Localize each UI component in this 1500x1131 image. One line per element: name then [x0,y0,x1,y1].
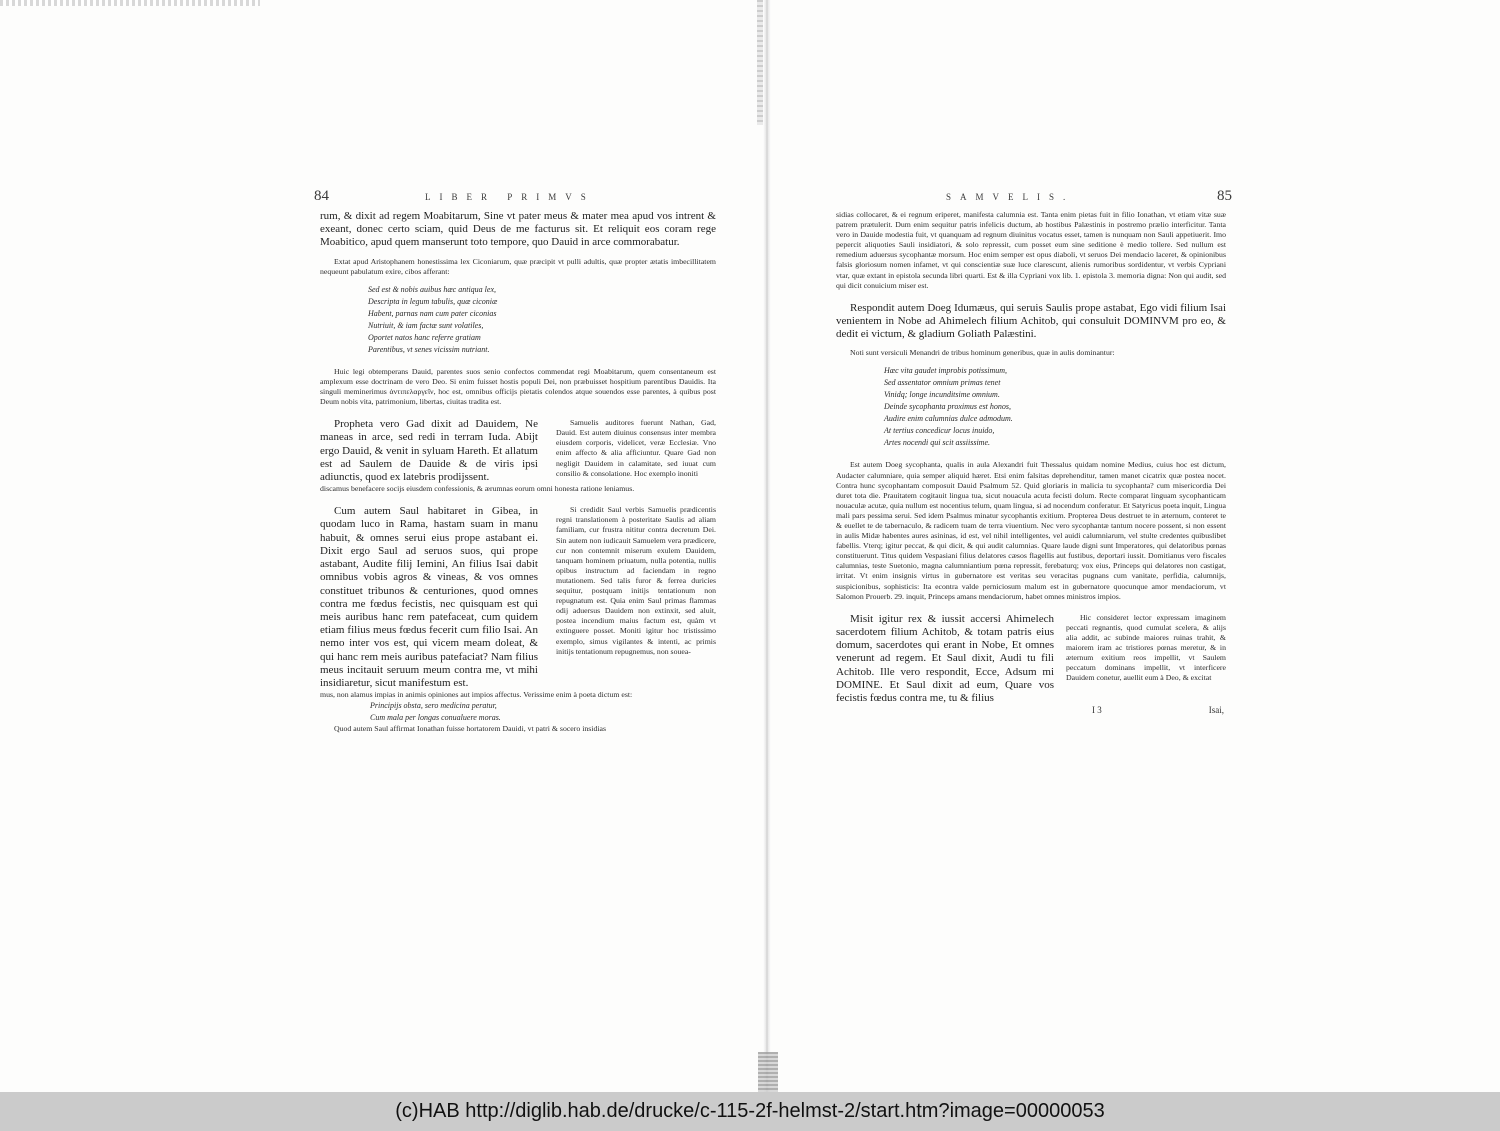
verse-line: At tertius concedicur locus inuido, [884,426,995,436]
commentary-continuation: mus, non alamus impias in animis opiniones aut impios affectus. Verissime enim à poeta dictum est: [320,690,633,700]
commentary-paragraph: Huic legi obtemperans Dauid, parentes suos senio confectos commendat regi Moabitarum, quem consentaneum est amplexum esse doctrinam de vero Deo. Si enim fuisset hostis populi Dei, non præbuisset hospitium parentibus Dauidis. Ita singuli meminerimus ἀντιπελαργεῖν, hoc est, omnibus officijs pietatis colendos atque souendos esse parentes, à quibus post Deum nobis vita, patrimonium, libertas, ciuitas tradita est. [320,366,716,407]
page-header [836,188,1232,210]
signature-mark: I 3 [1092,705,1102,716]
running-head: SAMVELIS. [946,192,1075,202]
verse-line: Habent, parnas nam cum pater ciconias [368,308,497,318]
verse-line: Parentibus, vt senes vicissim nutriant. [368,344,490,354]
verse-line: Vinidq; longe incunditsime omnium. [884,390,1000,400]
running-head: LIBER PRIMVS [425,192,595,202]
right-page [836,188,1232,717]
commentary-paragraph: Hic consideret lector expressam imaginem peccati regnantis, quod cumulat scelera, & alijs alia addit, ac subinde maiores ruinas trahit, & maiorem iram ac tristiores pœnas meretur, & in æternum exitium reos impellit, vt Saulem peccatum dominans impellit, vt interficere Dauidem conetur, auellit eum à Deo, & excitat [1066,612,1226,683]
main-text-paragraph: rum, & dixit ad regem Moabitarum, Sine vt pater meus & mater mea apud vos intrent & exeant, donec certo sciam, quid Deus de me facturus sit. Et reliquit eos coram rege Moabitico, apud quem manserunt toto tempore, quo Dauid in arce commorabatur. [320,210,716,249]
commentary-paragraph: sidias collocaret, & ei regnum eriperet, manifesta calumnia est. Tanta enim pietas fuit in filio Ionathan, vt etiam vitæ suæ patrem prætulerit. Dum enim sequitur patris infelicis ductum, ab hostibus Palæstinis in postremo prælio interficitur. Tanta vero in Dauide modestia fuit, vt quanquam ad regnum diuinitus vocatus esset, tamen is nunquam non Sauli appetiuerit. Imo pepercit aliquoties Sauli insidiatori, & solo repressit, cum posset eum sine seditione è medio tollere. Sed nullum est remedium aduersus sycophantæ morsum. Hoc enim semper est opus diaboli, vt seruos Dei mendacio laceret, & opinionibus falsis gloriosum nomen infamet, vt qui conscientiæ suæ luce clarescunt, alienis rumoribus sordidentur, vt verbis Cypriani vtar, quæ extant in epistola secunda libri quarti. Est & illa Cypriani vox lib. 1. epistola 3. memoria digna: Non qui audit, sed qui dicit conuicium miser est. [836,210,1226,290]
verse-line: Audire enim calumnias dulce admodum. [884,414,1013,424]
commentary-paragraph: Est autem Doeg sycophanta, qualis in aula Alexandri fuit Thessalus quidam nomine Medius, cuius hoc est dictum, Audacter calumniare, quia semper aliquid hæret. Etsi enim falsitas deprehenditur, tamen manet cicatrix quæ postea nocet. Contra hunc sycophantam composuit Dauid Psalmum 52. Quid gloriaris in malicia tu sycophanta? cum misericordia Dei duret tota die. Prauitatem cogitauit lingua tua, sicut nouacula acuta fecisti dolum. Recte comparat linguam sycophanticam nouaculæ acutæ, quia nullum est nocentius telum, quam lingua, si ad nocendum conferatur. Et Satyricus poeta inquit, Lingua mali pars pessima serui. Sed idem Psalmus minatur sycophantis exitium. Propterea Deus destruet te in æternum, conteret te & euellet te de tabernaculo, & radicem tuam de terra viuentium. Nec vero sycophantæ tantum nocere possent, si non essent in aulis Midæ habentes aures asininas, id est, vel nihil intelligentes, vel auidi calumniarum, vel stulte credentes quibuslibet fabellis. Vterq; igitur peccat, & qui dicit, & qui audit calumnias. Quare laude digni sunt Imperatores, qui delatoribus pœnas constituerunt. Titus quidem Vespasiani filius delatores cæsos flagellis aut fustibus, deportari iussit. Domitianus vero fiscales calumnias, teste Suetonio, magna calumniantium pœna repressit, ferebaturq; vox eius, Princeps qui delatores non castigat, irritat. Vt enim insignis virtus in gubernatore est veritas seu veracitas pugnans cum vanitate, perfidia, calumnijs, suspicionibus, sophisticis: Ita econtra valde perniciosum malum est in gubernatore quocunque amor mendaciorum, vt Salomon Prouerb. 29. inquit, Princeps amans mendaciorum, habet omnes ministros impios. [836,460,1226,601]
verse-line: Nutriuit, & iam factæ sunt volatiles, [368,320,484,330]
verse-line: Hæc vita gaudet improbis potissimum, [884,366,1008,376]
commentary-paragraph: Extat apud Aristophanem honestissima lex Ciconiarum, quæ præcipit vt pulli adultis, quæ propter ætatis imbecillitatem nequeunt pabulatum exire, cibos afferant: [320,256,716,276]
verse-line: Sed est & nobis auibus hæc antiqua lex, [368,284,496,294]
page-header [314,188,716,210]
verse-line: Deinde sycophanta proximus est honos, [884,402,1012,412]
main-text-paragraph: Misit igitur rex & iussit accersi Ahimelech sacerdotem filium Achitob, & totam patris eius domum, sacerdotes qui erant in Nobe, Et omnes venerunt ad regem. Et Saul dixit, Audi tu fili Achitob. Ille vero respondit, Ecce, Adsum mi DOMINE. Et Saul dixit ad eum, Quare vos fecistis fœdus contra me, tu & filius [836,612,1054,704]
left-page [314,188,716,734]
main-text-paragraph: Cum autem Saul habitaret in Gibea, in quodam luco in Rama, hastam suam in manu habuit, & omnes serui eius prope astabant ei. Dixit ergo Saul ad seruos suos, qui prope astabant, Audite filij Iemini, An filius Isai dabit omnibus vobis agros & vineas, & vos omnes constituet tribunos & centuriones, quod omnes contra me fœdus fecistis, nec quisquam est qui meis auribus hanc rem patefaceat, cum quidem etiam filius meus fœdus fecerit cum filio Isai. An nemo inter vos est, qui vicem meam doleat, & qui hanc rem meis auribus patefaciat? Nam filius meus incitauit seruum meum contra me, vt mihi insidiaretur, sicut manifestum est. [320,505,538,689]
main-text-paragraph: Respondit autem Doeg Idumæus, qui seruis Saulis prope astabat, Ego vidi filium Isai venientem in Nobe ad Ahimelech filium Achitob, qui consuluit DOMINVM pro eo, & dedit ei victum, & gladium Goliath Palæstini. [836,301,1226,341]
page-number: 84 [314,188,329,204]
two-column-block [836,613,1226,705]
gutter-smudge [758,1052,778,1092]
verse-line: Oportet natos hanc referre gratiam [368,332,481,342]
verse-block [884,365,1226,449]
copyright-url-banner: (c)HAB http://diglib.hab.de/drucke/c-115-2f-helmst-2/start.htm?image=00000053 [0,1092,1500,1131]
page-number: 85 [1217,188,1232,204]
commentary-paragraph: Noti sunt versiculi Menandri de tribus hominum generibus, quæ in aulis dominantur: [850,348,1115,358]
page-gutter [763,0,771,1092]
catchword: Isai, [1208,705,1224,716]
two-column-block [320,418,716,484]
verse-block [368,284,716,356]
verse-line: Descripta in legum tabulis, quæ ciconiæ [368,296,498,306]
verse-line: Cum mala per longas conualuere moras. [370,713,501,723]
commentary-paragraph: Si credidit Saul verbis Samuelis prædicentis regni translationem à posteritate Saulis ad aliam familiam, cur frustra nititur contra decretum Dei. Sin autem non iudicauit Samuelem vera prædicere, cur non contemnit miserum exulem Dauidem, tanquam hominem priuatum, nulla potentia, nullis opibus instructum ad faciendam in regno mutationem. Sed talis furor & ferrea duricies sequitur, postquam initijs tentationum non repugnatum est. Quia enim Saul primas flammas odij aduersus Dauidem non extinxit, sed aluit, postea incendium maius factum est, quàm vt extinguere posset. Moniti igitur hoc tristissimo exemplo, simus vigilantes & intenti, ac primis initijs tentationum repugnemus, non souea- [556,505,716,656]
commentary-continuation: discamus benefacere socijs eiusdem confessionis, & ærumnas eorum omni honesta ratione leniamus. [320,484,635,494]
verse-line: Artes nocendi qui scit assiissime. [884,438,990,448]
main-text-paragraph: Propheta vero Gad dixit ad Dauidem, Ne maneas in arce, sed redi in terram Iuda. Abijt ergo Dauid, & venit in syluam Hareth. Et allatum est ad Saulem de Dauide & de viris ipsi adiunctis, quod ex latebris prodijssent. [320,418,538,483]
verse-line: Principijs obsta, sero medicina peratur, [370,701,497,711]
commentary-paragraph: Quod autem Saul affirmat Ionathan fuisse hortatorem Dauidi, vt patri & socero insidias [334,724,607,734]
scan-edge-artifact [0,0,260,6]
verse-line: Sed assentator omnium primas tenet [884,378,1001,388]
commentary-paragraph: Samuelis auditores fuerunt Nathan, Gad, Dauid. Est autem diuinus consensus inter membra eiusdem corporis, videlicet, veræ Ecclesiæ. Vno enim affecto & alia afficiuntur. Quare Gad non negligit Dauidem in calamitate, sed iuuat cum consilio & consolatione. Hoc exemplo inoniti [556,418,716,478]
two-column-block [320,505,716,690]
verse-block [370,700,716,724]
